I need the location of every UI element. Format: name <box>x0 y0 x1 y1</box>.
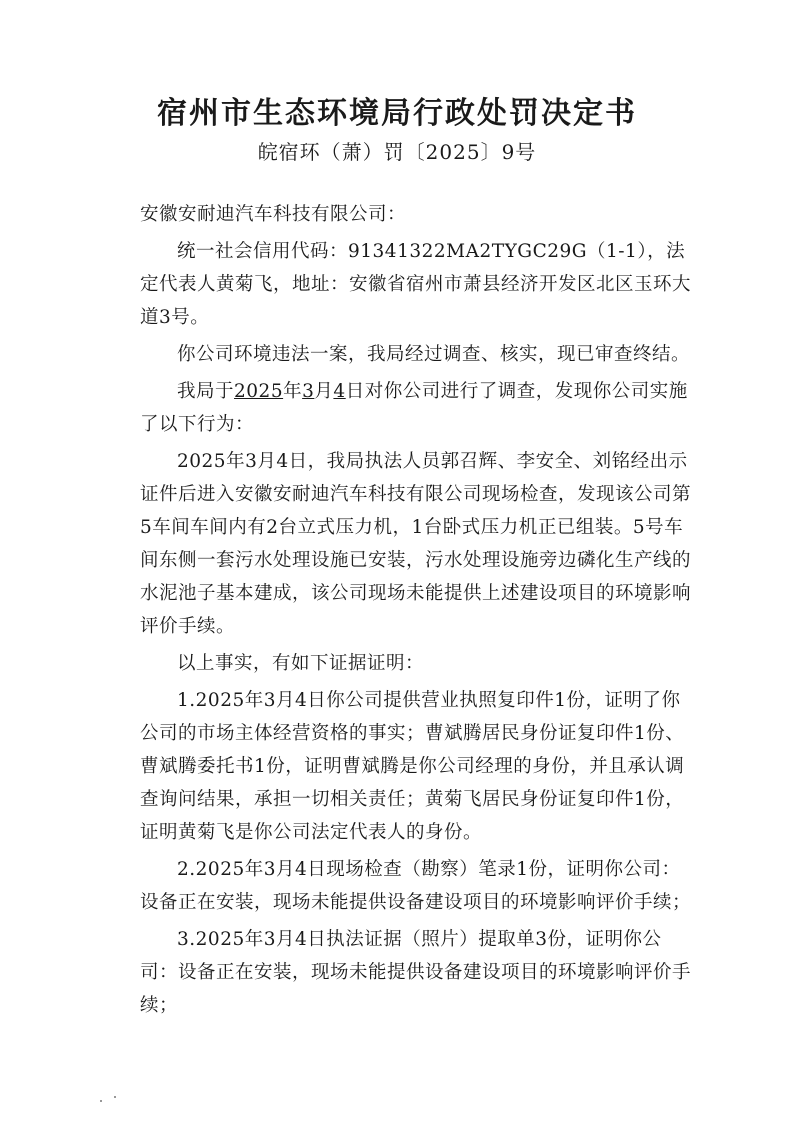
evidence-item-3: 3.2025年3月4日执法证据（照片）提取单3份，证明你公司：设备正在安装，现场未能提供设备建设项目的环境影响评价手续； <box>140 929 692 1016</box>
document-title: 宿州市生态环境局行政处罚决定书 <box>157 96 637 131</box>
investigation-day: 4 <box>333 381 346 402</box>
investigation-month: 3 <box>302 381 315 402</box>
investigation-year: 2025 <box>234 381 284 402</box>
investigation-rest: 日对你公司进行了调查，发现你公司实施了以下行为： <box>140 381 688 435</box>
case-intro-paragraph: 你公司环境违法一案，我局经过调查、核实，现已审查终结。 <box>177 344 691 365</box>
investigation-paragraph <box>140 375 696 441</box>
document-number: 皖宿环（萧）罚〔2025〕9号 <box>257 140 537 164</box>
investigation-prefix: 我局于 <box>177 381 235 402</box>
evidence-item-2: 2.2025年3月4日现场检查（勘察）笔录1份，证明你公司：设备正在安装，现场未能提供设备建设项目的环境影响评价手续； <box>140 859 692 913</box>
investigation-year-suffix: 年 <box>283 381 303 402</box>
document-body <box>140 198 696 1026</box>
evidence-intro-paragraph: 以上事实，有如下证据证明： <box>177 653 425 674</box>
addressee: 安徽安耐迪汽车科技有限公司： <box>140 204 407 225</box>
investigation-month-suffix: 月 <box>314 381 334 402</box>
evidence-item-1: 1.2025年3月4日你公司提供营业执照复印件1份，证明了你公司的市场主体经营资格的事实；曹斌腾居民身份证复印件1份、曹斌腾委托书1份，证明曹斌腾是你公司经理的身份，并且承认调查询问结果，承担一切相关责任；黄菊飞居民身份证复印件1份，证明黄菊飞是你公司法定代表人的身份。 <box>140 690 685 843</box>
scan-speck <box>100 1100 120 1103</box>
credit-info-paragraph: 统一社会信用代码：91341322MA2TYGC29G（1-1），法定代表人黄菊飞，地址：安徽省宿州市萧县经济开发区北区玉环大道3号。 <box>140 241 692 328</box>
facts-paragraph: 2025年3月4日，我局执法人员郭召辉、李安全、刘铭经出示证件后进入安徽安耐迪汽车科技有限公司现场检查，发现该公司第5车间车间内有2台立式压力机，1台卧式压力机正已组装。5号车间东侧一套污水处理设施已安装，污水处理设施旁边磷化生产线的水泥池子基本建成，该公司现场未能提供上述建设项目的环境影响评价手续。 <box>140 451 692 637</box>
